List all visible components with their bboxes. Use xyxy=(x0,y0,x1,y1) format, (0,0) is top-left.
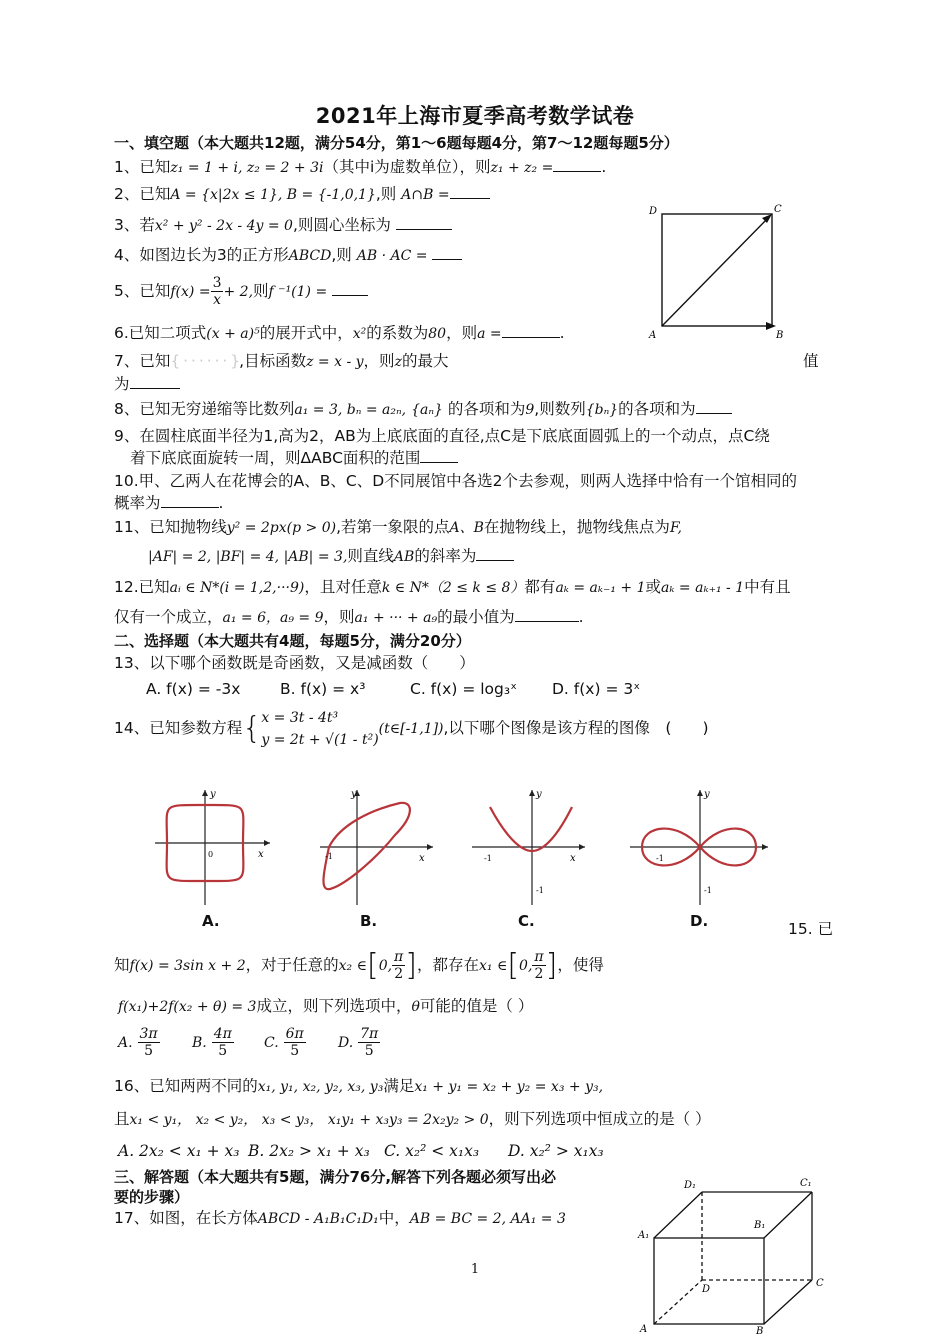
question-15-line3: f(x₁)+2f(x₂ + θ) = 3成立，则下列选项中，θ可能的值是（ ） xyxy=(118,997,534,1015)
answer-blank xyxy=(476,560,514,561)
label-c: C xyxy=(816,1278,824,1289)
tick-label: -1 xyxy=(704,886,712,895)
question-15: 知f(x) = 3sin x + 2，对于任意的x₂ ∈[0, $\frac{\pi}{2}$ ]，都存在x₁ ∈[0, $\frac{\pi}{2}$ ]，使得 xyxy=(114,947,604,983)
label-d: D xyxy=(702,1284,711,1295)
graph-a xyxy=(155,789,270,905)
graph-b xyxy=(320,789,433,905)
brace: { xyxy=(242,710,262,746)
front-face xyxy=(654,1238,764,1324)
question-9-line2: 着下底底面旋转一周，则ΔABC面积的范围 xyxy=(130,447,458,469)
question-9: 9、在圆柱底面半径为1,高为2，AB为上底底面的直径,点C是下底底面圆弧上的一个动点，点C绕 xyxy=(114,427,770,445)
q13-option-d: D. f(x) = 3ˣ xyxy=(552,680,641,698)
label-c1: C₁ xyxy=(800,1178,812,1189)
curve-b xyxy=(323,803,409,889)
question-7-tail: 值 xyxy=(803,352,819,370)
q16-option-a: A. 2x₂ < x₁ + x₃ xyxy=(118,1142,240,1160)
question-2: 2、已知A = {x|2x ≤ 1}, B = {-1,0,1},则 A∩B = xyxy=(114,183,490,206)
question-7: 7、已知{ · · · · · · },目标函数z = x - y，则z的最大 xyxy=(114,352,449,370)
graph-d xyxy=(630,789,768,905)
origin-label: 0 xyxy=(208,850,214,859)
answer-blank xyxy=(502,337,560,338)
graph-c-label: C. xyxy=(518,912,535,930)
question-16: 16、已知两两不同的x₁, y₁, x₂, y₂, x₃, y₃满足x₁ + y₁ = x₂ + y₂ = x₃ + y₃, xyxy=(114,1077,604,1095)
param-system: x = 3t - 4t³ y = 2t + √(1 - t²) xyxy=(261,709,379,748)
q15-option-c: C. $\frac{6\pi}{5}$ xyxy=(264,1026,304,1059)
question-10: 10.甲、乙两人在花博会的A、B、C、D不同展馆中各选2个去参观，则两人选择中恰有一个馆相同的 xyxy=(114,472,798,490)
x-label: x xyxy=(419,853,425,864)
q15-option-d: D. $\frac{7\pi}{5}$ xyxy=(338,1026,379,1059)
q15-option-b: B. $\frac{4\pi}{5}$ xyxy=(192,1026,232,1059)
answer-blank xyxy=(332,295,368,296)
y-arrow xyxy=(202,790,208,796)
q16-option-c: C. x₂² < x₁x₃ xyxy=(384,1142,480,1160)
y-arrow xyxy=(697,790,703,796)
q13-option-b: B. f(x) = x³ xyxy=(280,680,366,698)
question-8: 8、已知无穷递缩等比数列a₁ = 3, bₙ = a₂ₙ, {aₙ} 的各项和为9,则数列{bₙ}的各项和为 xyxy=(114,398,732,421)
tick-label: -1 xyxy=(536,886,544,895)
fraction: $\frac{3}{x}$ xyxy=(212,275,222,308)
question-10-line2: 概率为 . xyxy=(114,494,224,512)
x-arrow xyxy=(264,840,270,846)
q15-option-a: A. $\frac{3\pi}{5}$ xyxy=(118,1026,158,1059)
x-label: x xyxy=(258,849,264,860)
q13-option-a: A. f(x) = -3x xyxy=(146,680,241,698)
square-figure xyxy=(640,200,790,345)
tick-label: -1 xyxy=(325,852,333,861)
question-1: 1、已知z₁ = 1 + i, z₂ = 2 + 3i（其中i为虚数单位），则z₁ + z₂ = . xyxy=(114,158,607,176)
answer-blank xyxy=(420,462,458,463)
answer-blank xyxy=(696,413,732,414)
question-17: 17、如图，在长方体ABCD - A₁B₁C₁D₁中，AB = BC = 2, AA₁ = 3 xyxy=(114,1209,566,1227)
graph-a-label: A. xyxy=(202,912,220,930)
x-arrow xyxy=(427,844,433,850)
q16-option-d: D. x₂² > x₁x₃ xyxy=(508,1142,604,1160)
question-11-line2: |AF| = 2, |BF| = 4, |AB| = 3,则直线AB的斜率为 xyxy=(148,545,514,568)
label-a1: A₁ xyxy=(638,1230,650,1241)
label-a: A xyxy=(649,330,657,341)
x-arrow xyxy=(579,844,585,850)
arrow-ab xyxy=(766,322,776,330)
x-label: x xyxy=(570,853,576,864)
y-label: y xyxy=(704,789,710,800)
label-d: D xyxy=(649,206,658,217)
page-title: 2021年上海市夏季高考数学试卷 xyxy=(315,104,635,128)
x-arrow xyxy=(762,844,768,850)
question-15-start: 15. 已 xyxy=(788,920,834,938)
label-a: A xyxy=(640,1324,648,1335)
answer-blank xyxy=(396,229,452,230)
question-5: 5、已知f(x) = $\frac{3}{x}$ + 2,则f ⁻¹(1) = xyxy=(114,274,368,309)
q14-graphs xyxy=(150,785,780,915)
answer-blank xyxy=(515,621,579,622)
tick-label: -1 xyxy=(484,854,492,863)
y-label: y xyxy=(536,789,542,800)
fraction: $\frac{\pi}{2}$ xyxy=(394,949,404,982)
q13-option-c: C. f(x) = log₃ˣ xyxy=(410,680,517,698)
answer-blank xyxy=(432,259,462,260)
graph-c xyxy=(472,789,585,905)
question-12: 12.已知aᵢ ∈ N*(i = 1,2,···9)，且对任意k ∈ N*（2 ≤ k ≤ 8）都有aₖ = aₖ₋₁ + 1或aₖ = aₖ₊₁ - 1中有且 xyxy=(114,578,791,596)
answer-blank xyxy=(450,198,490,199)
answer-blank xyxy=(130,388,180,389)
question-12-line2: 仅有一个成立，a₁ = 6，a₉ = 9，则a₁ + ··· + a₉的最小值为 . xyxy=(114,608,584,626)
answer-blank xyxy=(161,507,219,508)
label-b1: B₁ xyxy=(754,1220,766,1231)
question-14: 14、已知参数方程{ x = 3t - 4t³ y = 2t + √(1 - t²) (t∈[-1,1]),以下哪个图像是该方程的图像 ( ) xyxy=(114,706,709,751)
vector-ac xyxy=(662,218,768,326)
label-c: C xyxy=(774,204,782,215)
graph-b-label: B. xyxy=(360,912,378,930)
section-2-heading: 二、选择题（本大题共有4题，每题5分，满分20分） xyxy=(114,632,471,650)
y-label: y xyxy=(351,789,357,800)
question-16-line2: 且x₁ < y₁， x₂ < y₂， x₃ < y₃， x₁y₁ + x₃y₃ = 2x₂y₂ > 0，则下列选项中恒成立的是（ ） xyxy=(114,1110,711,1128)
fraction: $\frac{\pi}{2}$ xyxy=(534,949,544,982)
question-3: 3、若x² + y² - 2x - 4y = 0,则圆心坐标为 xyxy=(114,214,452,237)
label-b: B xyxy=(756,1326,764,1337)
hidden-edge xyxy=(654,1280,702,1324)
y-label: y xyxy=(210,789,216,800)
box-figure xyxy=(630,1172,830,1337)
label-d1: D₁ xyxy=(684,1180,697,1191)
curve-c xyxy=(490,807,572,851)
question-11: 11、已知抛物线y² = 2px(p > 0),若第一象限的点A、B在抛物线上，抛物线焦点为F, xyxy=(114,518,682,536)
section-3-heading-line2: 要的步骤） xyxy=(114,1188,190,1206)
question-6: 6.已知二项式(x + a)⁵的展开式中，x²的系数为80，则a = . xyxy=(114,324,565,342)
label-b: B xyxy=(776,330,784,341)
question-13: 13、以下哪个函数既是奇函数，又是减函数（ ） xyxy=(114,654,475,672)
question-4: 4、如图边长为3的正方形ABCD,则 AB · AC = xyxy=(114,244,462,267)
section-1-heading: 一、填空题（本大题共12题，满分54分，第1～6题每题4分，第7～12题每题5分） xyxy=(114,134,679,152)
graph-d-label: D. xyxy=(690,912,709,930)
answer-blank xyxy=(553,171,601,172)
section-3-heading: 三、解答题（本大题共有5题，满分76分,解答下列各题必须写出必 xyxy=(114,1168,557,1186)
question-7-line2: 为 xyxy=(114,373,180,395)
q16-option-b: B. 2x₂ > x₁ + x₃ xyxy=(248,1142,370,1160)
page-number: 1 xyxy=(470,1262,480,1277)
y-arrow xyxy=(529,790,535,796)
tick-label: -1 xyxy=(656,854,664,863)
